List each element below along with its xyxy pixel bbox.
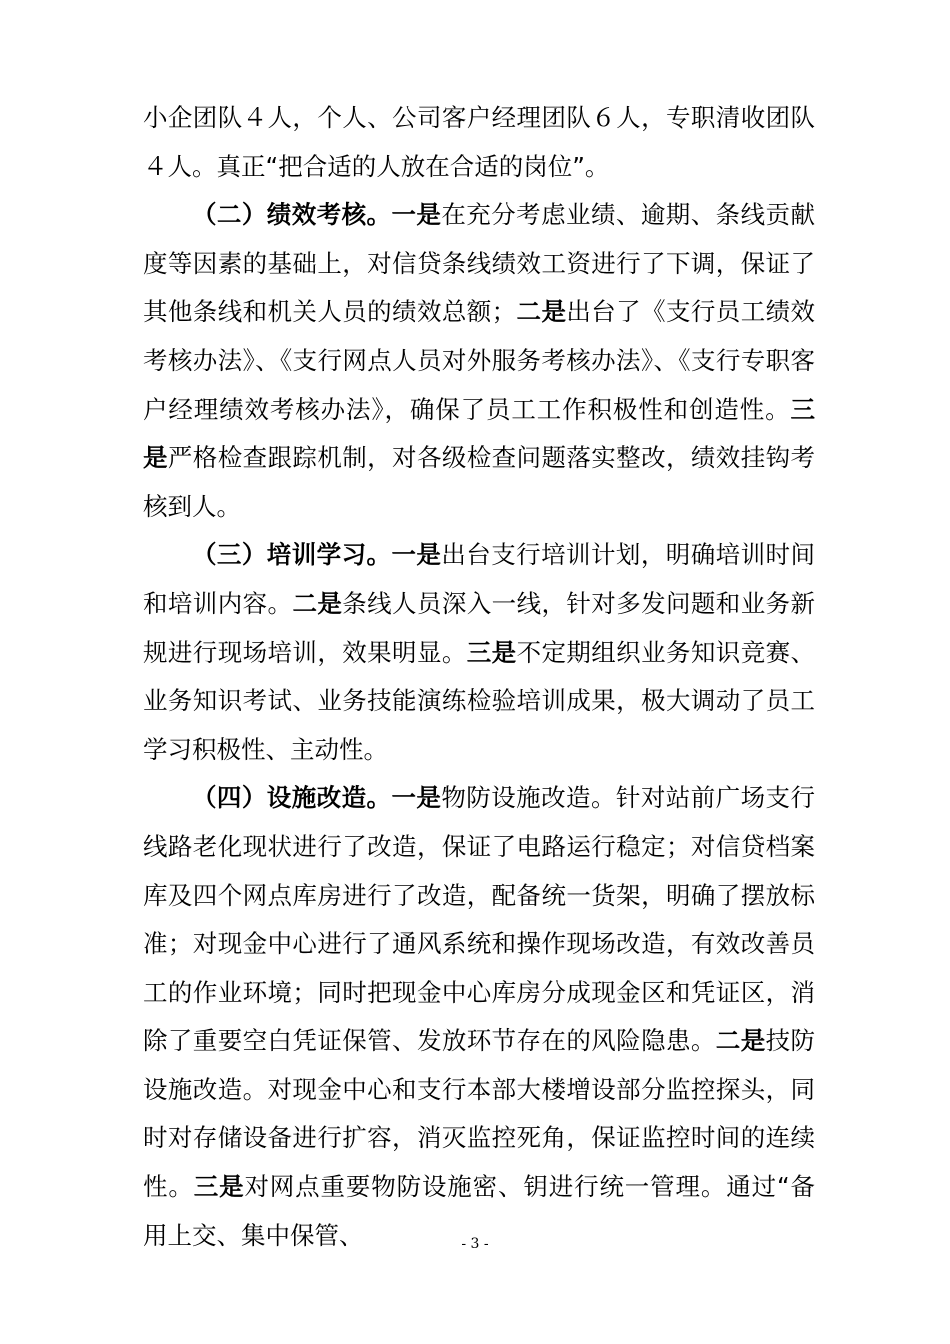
text-run: 条线人员深入一线，针对多发问题和业务新规进行现场培训，效果明显。 <box>143 588 816 667</box>
bold-heading-run: 二是 <box>292 588 343 618</box>
bold-heading-run: 三是 <box>143 394 815 473</box>
paragraph <box>143 191 815 531</box>
page-number: - 3 - <box>461 1236 489 1252</box>
text-run: 出台了《支行员工绩效考核办法》、《支行网点人员对外服务考核办法》、《支行专职客户经理绩效考核办法》，确保了员工工作积极性和创造性。 <box>143 297 816 424</box>
text-run: 技防设施改造。对现金中心和支行本部大楼增设部分监控探头，同时对存储设备进行扩容，消灭监控死角，保证监控时间的连续性。 <box>143 1026 816 1202</box>
bold-heading-run: （四）设施改造。一是 <box>192 783 442 813</box>
paragraph <box>143 531 815 774</box>
bold-heading-run: （二）绩效考核。一是 <box>192 200 442 230</box>
bold-heading-run: 二是 <box>715 1026 766 1056</box>
text-run: 不定期组织业务知识竞赛、业务知识考试、业务技能演练检验培训成果，极大调动了员工学习积极性、主动性。 <box>143 637 816 764</box>
bold-heading-run: 二是 <box>516 297 567 327</box>
bold-heading-run: （三）培训学习。一是 <box>192 540 442 570</box>
paragraph <box>143 94 815 191</box>
body-text <box>143 94 815 1260</box>
text-run: 小企团队４人，个人、公司客户经理团队６人，专职清收团队４人。真正“把合适的人放在合适的岗位”。 <box>143 103 815 181</box>
text-run: 物防设施改造。针对站前广场支行线路老化现状进行了改造，保证了电路运行稳定；对信贷档案库及四个网点库房进行了改造，配备统一货架，明确了摆放标准；对现金中心进行了通风系统和操作现场改造，有效改善员工的作业环境；同时把现金中心库房分成现金区和凭证区，消除了重要空白凭证保管、发放环节存在的风险隐患。 <box>143 783 815 1056</box>
text-run: 在充分考虑业绩、逾期、条线贡献度等因素的基础上，对信贷条线绩效工资进行了下调，保证了其他条线和机关人员的绩效总额； <box>143 200 815 327</box>
text-run: 对网点重要物防设施密、钥进行统一管理。通过“备用上交、集中保管、 <box>143 1172 815 1250</box>
paragraph <box>143 774 815 1260</box>
bold-heading-run: 三是 <box>466 637 517 667</box>
bold-heading-run: 三是 <box>193 1172 245 1202</box>
text-run: 出台支行培训计划，明确培训时间和培训内容。 <box>143 540 815 618</box>
text-run: 严格检查跟踪机制，对各级检查问题落实整改，绩效挂钩考核到人。 <box>143 443 815 521</box>
